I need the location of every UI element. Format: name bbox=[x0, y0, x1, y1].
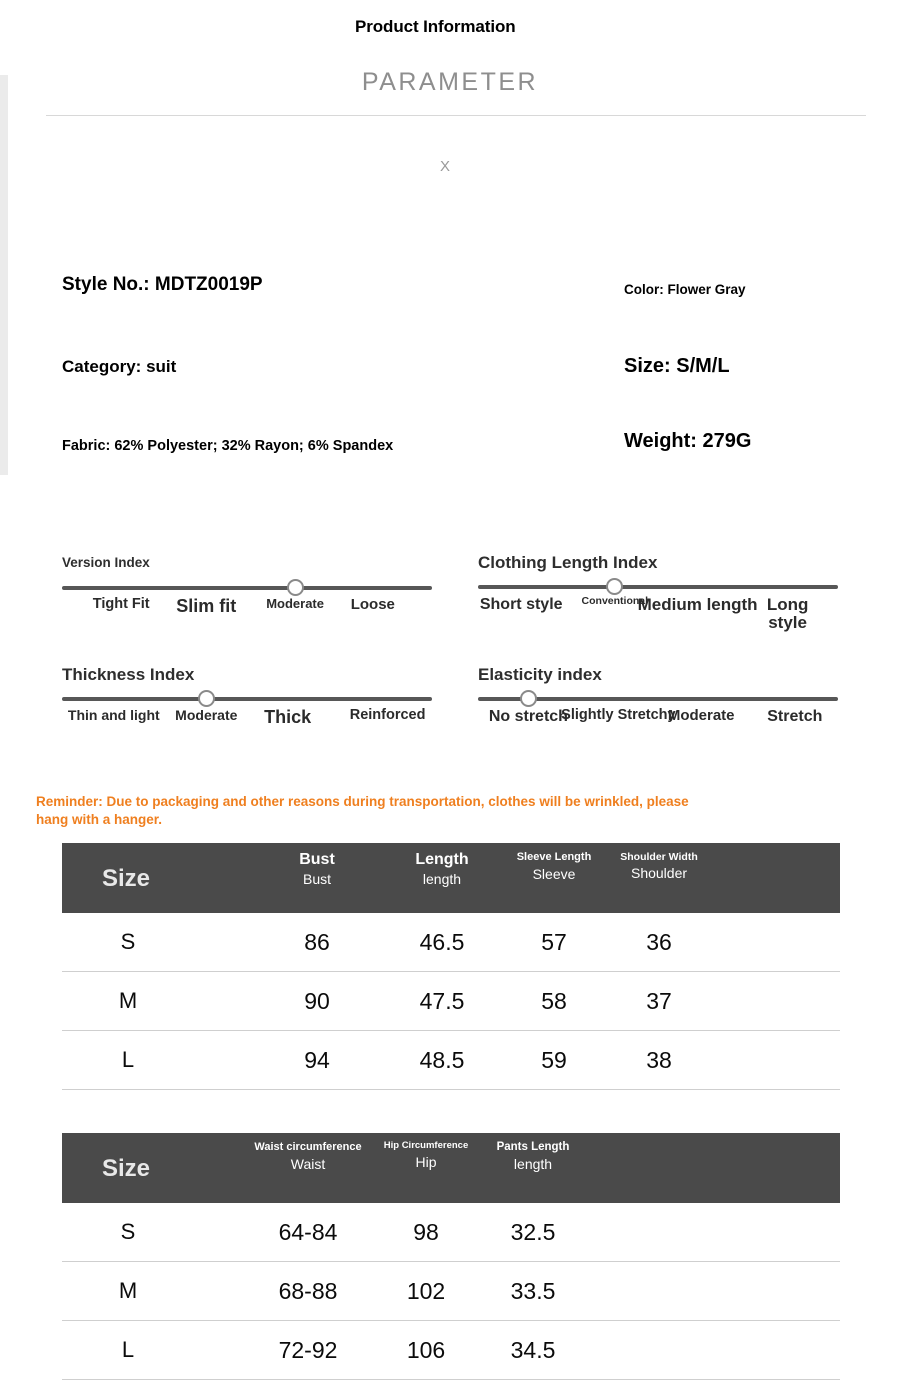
slider-handle[interactable] bbox=[198, 690, 215, 707]
slider-tick-labels bbox=[478, 708, 838, 750]
slider-tick-label[interactable]: Conventional bbox=[581, 594, 649, 607]
table-header-cell bbox=[517, 851, 592, 882]
index-slider-1 bbox=[62, 556, 432, 639]
table-header-size: Size bbox=[102, 865, 151, 892]
table-header-label-primary: Length bbox=[415, 851, 469, 868]
slider-track[interactable] bbox=[62, 697, 432, 701]
table-cell: 59 bbox=[541, 1047, 567, 1073]
table-cell: 90 bbox=[304, 988, 330, 1014]
table-cell: 33.5 bbox=[510, 1278, 556, 1304]
index-title: Thickness Index bbox=[62, 665, 195, 684]
table-cell: 47.5 bbox=[419, 988, 465, 1014]
slider-handle[interactable] bbox=[520, 690, 537, 707]
table-header-cell bbox=[415, 851, 468, 887]
table-header-label-primary: Shoulder Width bbox=[620, 851, 698, 863]
table-header-label-primary: Sleeve Length bbox=[516, 851, 592, 863]
table-cell: 48.5 bbox=[419, 1047, 465, 1073]
table-cell: 46.5 bbox=[419, 929, 465, 955]
table-cell: 36 bbox=[646, 929, 672, 955]
slider-track[interactable] bbox=[62, 586, 432, 590]
slider-tick-label[interactable]: Long style bbox=[766, 594, 809, 633]
slider-tick-label[interactable]: Moderate bbox=[667, 706, 735, 724]
table-header-label-secondary: Waist bbox=[290, 1155, 326, 1172]
table-row bbox=[62, 913, 840, 972]
spec-color: Color: Flower Gray bbox=[624, 282, 746, 297]
slider-tick-label[interactable]: Short style bbox=[479, 595, 563, 613]
slider-tick-label[interactable]: Thin and light bbox=[67, 706, 160, 723]
table-header bbox=[62, 1133, 840, 1203]
index-slider-3 bbox=[62, 666, 432, 750]
table-header-cell bbox=[384, 1141, 468, 1170]
table-header-cell bbox=[620, 851, 697, 881]
table-cell: 37 bbox=[646, 988, 672, 1014]
slider-tick-label[interactable]: Thick bbox=[264, 706, 312, 727]
table-cell: 102 bbox=[406, 1278, 446, 1304]
table-cell-size: L bbox=[121, 1337, 135, 1362]
table-cell: 64-84 bbox=[278, 1219, 338, 1245]
reminder-note: Reminder: Due to packaging and other reasons during transportation, clothes will be wrinkled, please hang with a hanger. bbox=[36, 794, 689, 827]
table-row bbox=[62, 1031, 840, 1090]
slider-tick-label[interactable]: No stretch bbox=[488, 707, 568, 725]
table-header bbox=[62, 843, 840, 913]
table-header-label-primary: Waist circumference bbox=[254, 1141, 362, 1153]
table-header-label-secondary: length bbox=[422, 871, 462, 888]
table-header-label-secondary: length bbox=[513, 1156, 553, 1173]
table-cell: 34.5 bbox=[510, 1337, 556, 1363]
slider-handle[interactable] bbox=[606, 578, 623, 595]
table-header-label-secondary: Hip bbox=[415, 1153, 437, 1170]
table-cell: 57 bbox=[541, 929, 567, 955]
slider-tick-label[interactable]: Reinforced bbox=[349, 706, 426, 723]
index-slider-4 bbox=[478, 666, 838, 750]
table-cell: 86 bbox=[304, 929, 330, 955]
slider-tick-labels bbox=[478, 596, 838, 638]
slider-tick-label[interactable]: Moderate bbox=[175, 706, 238, 723]
slider-tick-labels bbox=[62, 708, 432, 750]
size-table bbox=[62, 1133, 840, 1380]
header-divider bbox=[46, 115, 866, 116]
table-header-size: Size bbox=[102, 1155, 151, 1182]
size-table bbox=[62, 843, 840, 1090]
table-header-label-primary: Hip Circumference bbox=[383, 1140, 469, 1151]
index-slider-2 bbox=[478, 554, 838, 638]
table-cell-size: L bbox=[121, 1047, 135, 1072]
table-cell-size: S bbox=[120, 1219, 136, 1244]
slider-track[interactable] bbox=[478, 585, 838, 589]
slider-tick-label[interactable]: Stretch bbox=[767, 707, 823, 725]
slider-tick-label[interactable]: Tight Fit bbox=[92, 595, 150, 612]
page-title: Product Information bbox=[355, 17, 516, 36]
index-title: Version Index bbox=[62, 555, 150, 570]
table-cell: 98 bbox=[413, 1219, 439, 1245]
table-row bbox=[62, 1203, 840, 1262]
slider-track[interactable] bbox=[478, 697, 838, 701]
table-cell-size: M bbox=[118, 988, 138, 1013]
page-subtitle: PARAMETER bbox=[361, 68, 539, 96]
index-title: Elasticity index bbox=[478, 665, 602, 684]
table-header-label-primary: Pants Length bbox=[496, 1141, 570, 1153]
left-edge-strip bbox=[0, 75, 8, 475]
table-row bbox=[62, 1262, 840, 1321]
table-header-label-secondary: Bust bbox=[302, 871, 331, 888]
table-cell: 72-92 bbox=[278, 1337, 338, 1363]
index-title: Clothing Length Index bbox=[478, 553, 658, 572]
spec-style-no: Style No.: MDTZ0019P bbox=[62, 274, 263, 295]
close-icon[interactable]: X bbox=[440, 158, 451, 175]
slider-handle[interactable] bbox=[287, 579, 304, 596]
spec-category: Category: suit bbox=[62, 357, 177, 376]
spec-weight: Weight: 279G bbox=[624, 430, 752, 452]
slider-tick-labels bbox=[62, 597, 432, 639]
table-cell: 32.5 bbox=[510, 1219, 556, 1245]
table-header-cell bbox=[299, 851, 335, 887]
spec-fabric: Fabric: 62% Polyester; 32% Rayon; 6% Spandex bbox=[62, 438, 394, 454]
table-cell: 38 bbox=[646, 1047, 672, 1073]
table-cell: 68-88 bbox=[278, 1278, 338, 1304]
table-cell-size: S bbox=[120, 929, 136, 954]
slider-tick-label[interactable]: Medium length bbox=[637, 594, 758, 614]
table-cell: 58 bbox=[541, 988, 567, 1014]
table-header-label-primary: Bust bbox=[299, 851, 335, 868]
table-header-cell bbox=[497, 1141, 570, 1172]
slider-tick-label[interactable]: Loose bbox=[350, 595, 395, 613]
slider-tick-label[interactable]: Moderate bbox=[266, 595, 324, 611]
spec-size: Size: S/M/L bbox=[624, 355, 730, 377]
table-header-label-secondary: Sleeve bbox=[532, 865, 576, 882]
table-row bbox=[62, 1321, 840, 1380]
table-cell-size: M bbox=[118, 1278, 138, 1303]
table-header-cell bbox=[254, 1141, 361, 1172]
table-row bbox=[62, 972, 840, 1031]
table-header-label-secondary: Shoulder bbox=[630, 865, 688, 882]
table-cell: 94 bbox=[304, 1047, 330, 1073]
slider-tick-label[interactable]: Slim fit bbox=[176, 595, 237, 616]
table-cell: 106 bbox=[406, 1337, 446, 1363]
slider-tick-label[interactable]: Slightly Stretchy bbox=[561, 706, 676, 723]
